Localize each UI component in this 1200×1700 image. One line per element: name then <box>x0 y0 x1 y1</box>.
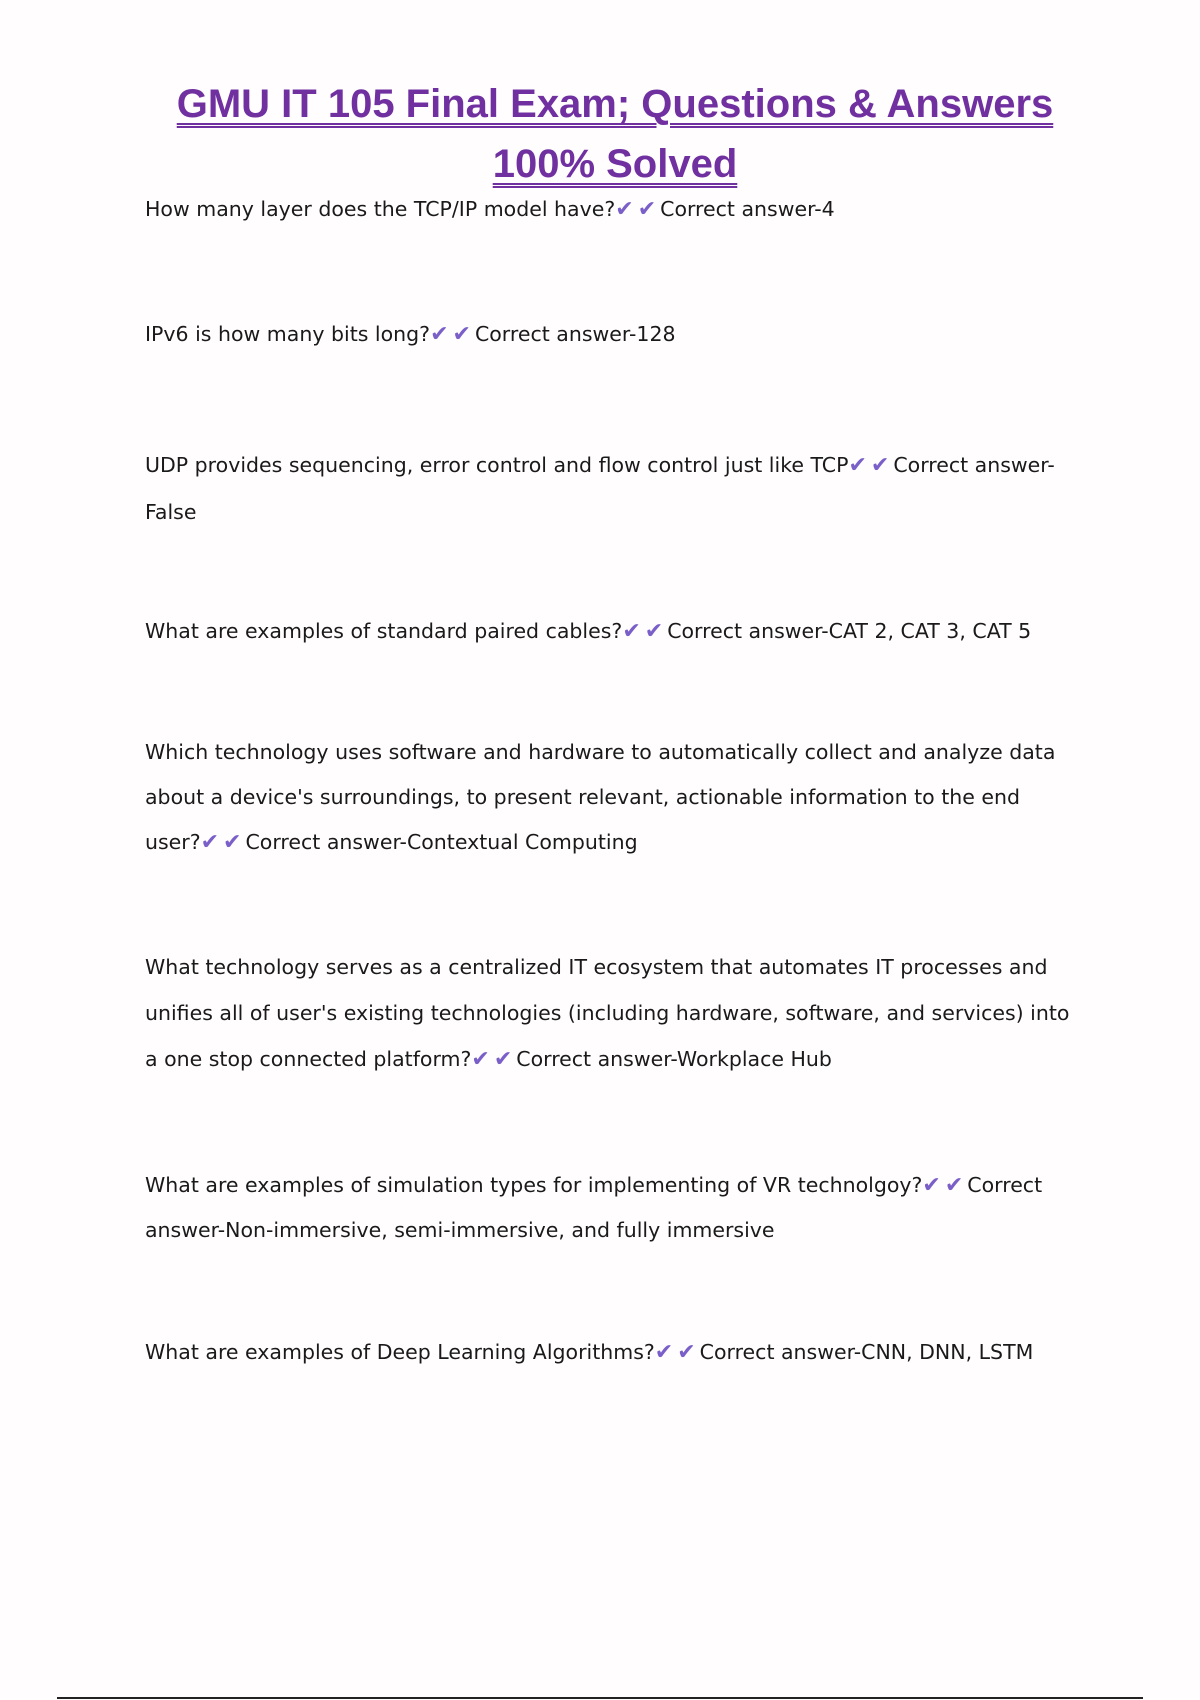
question-text: What technology serves as a centralized IT ecosystem that automates IT processes and unifies all of user's existing technologies (including hardware, software, and services) into a one stop connected platform? <box>145 955 1070 1071</box>
page-bottom-rule <box>57 1697 1143 1699</box>
check-mark-icon: ✔ <box>654 1340 674 1365</box>
answer-text: Contextual Computing <box>406 830 638 854</box>
answer-label: Correct answer- <box>699 1340 862 1364</box>
qa-item-1 <box>145 192 1080 227</box>
qa-item-3 <box>145 442 1080 535</box>
answer-label: Correct answer- <box>145 1173 1043 1242</box>
answer-label: Correct answer- <box>667 619 829 643</box>
qa-item-5 <box>145 730 1080 865</box>
check-mark-icon: ✔ <box>430 322 449 347</box>
answer-label: Correct answer- <box>893 453 1055 477</box>
qa-item-7 <box>145 1163 1080 1252</box>
answer-label: Correct answer- <box>245 830 407 854</box>
answer-text: Workplace Hub <box>676 1047 832 1071</box>
check-mark-icon: ✔ <box>493 1047 513 1072</box>
check-mark-icon: ✔ <box>870 453 890 478</box>
check-mark-icon: ✔ <box>615 197 634 222</box>
question-text: What are examples of Deep Learning Algorithms? <box>145 1340 655 1364</box>
answer-label: Correct answer- <box>516 1047 677 1071</box>
check-mark-icon: ✔ <box>922 1173 941 1198</box>
check-mark-icon: ✔ <box>644 619 664 644</box>
qa-item-8 <box>145 1335 1080 1370</box>
question-text: What are examples of standard paired cables? <box>145 619 623 643</box>
title-line-1: GMU IT 105 Final Exam; Questions & Answers <box>176 82 1054 126</box>
check-mark-icon: ✔ <box>848 453 867 478</box>
qa-item-2 <box>145 317 1080 352</box>
check-mark-icon: ✔ <box>677 1340 696 1365</box>
question-text: Which technology uses software and hardware to automatically collect and analyze data about a device's surroundings, to present relevant, actionable information to the end user? <box>145 740 1056 854</box>
question-text: How many layer does the TCP/IP model have? <box>145 197 616 221</box>
document-title <box>130 74 1100 194</box>
answer-text: Non-immersive, semi-immersive, and fully immersive <box>225 1218 775 1242</box>
question-text: What are examples of simulation types for implementing of VR technolgoy? <box>145 1173 923 1197</box>
question-text: IPv6 is how many bits long? <box>145 322 431 346</box>
check-mark-icon: ✔ <box>944 1173 964 1198</box>
check-mark-icon: ✔ <box>223 830 242 855</box>
answer-label: Correct answer- <box>474 322 637 346</box>
answer-text: 128 <box>636 322 676 346</box>
answer-text: CNN, DNN, LSTM <box>861 1340 1034 1364</box>
answer-text: False <box>145 500 197 524</box>
answer-label: Correct answer- <box>660 197 822 221</box>
check-mark-icon: ✔ <box>452 322 471 347</box>
qa-item-6 <box>145 944 1080 1083</box>
check-mark-icon: ✔ <box>471 1047 490 1072</box>
question-text: UDP provides sequencing, error control and flow control just like TCP <box>145 453 849 477</box>
qa-item-4 <box>145 614 1080 649</box>
check-mark-icon: ✔ <box>200 830 220 855</box>
check-mark-icon: ✔ <box>637 197 657 222</box>
check-mark-icon: ✔ <box>622 619 641 644</box>
answer-text: CAT 2, CAT 3, CAT 5 <box>828 619 1032 643</box>
title-line-2: 100% Solved <box>492 142 738 186</box>
answer-text: 4 <box>821 197 835 221</box>
